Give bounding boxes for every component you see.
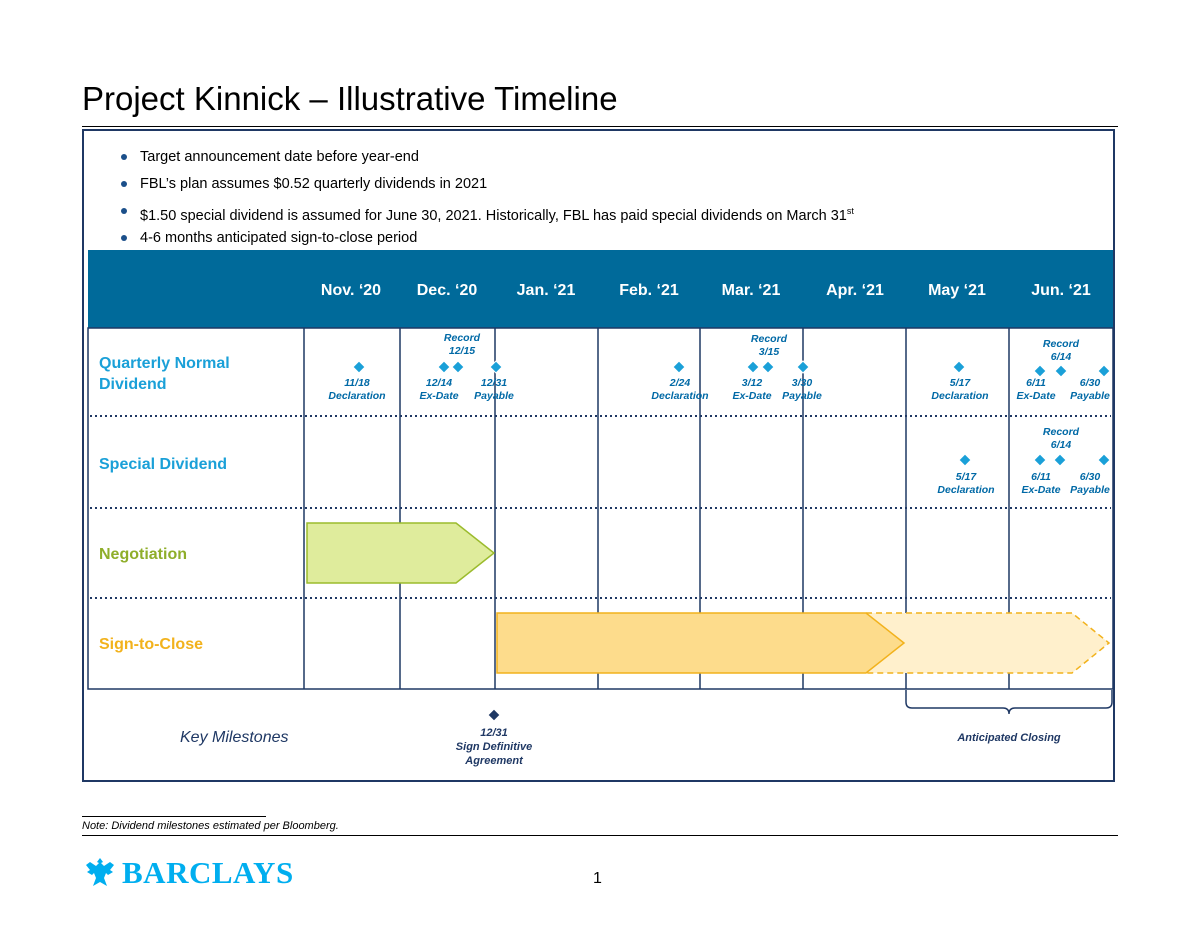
footer-divider [82, 835, 1118, 836]
event-label: 6/30 Payable [1070, 377, 1110, 402]
eagle-icon [84, 856, 116, 890]
milestone-sign-label: 12/31 Sign Definitive Agreement [455, 727, 533, 767]
month-header: Apr. ‘21 [826, 282, 884, 299]
diamond-marker [747, 361, 759, 373]
event-label: Record 3/15 [750, 333, 788, 358]
row-label-special: Special Dividend [99, 456, 228, 473]
diamond-marker [1098, 454, 1110, 466]
key-milestones-label: Key Milestones [180, 729, 289, 746]
special-diamonds [959, 454, 1110, 466]
diamond-marker [1098, 365, 1110, 377]
note-divider [82, 816, 266, 817]
month-header: Dec. ‘20 [416, 282, 478, 299]
month-header: Feb. ‘21 [619, 282, 679, 299]
month-header: Mar. ‘21 [721, 282, 781, 299]
diamond-marker [353, 361, 365, 373]
page-title: Project Kinnick – Illustrative Timeline [82, 80, 618, 117]
bullet-text: Target announcement date before year-end [140, 149, 419, 165]
diamond-marker [452, 361, 464, 373]
event-label: 2/24 Declaration [651, 377, 709, 402]
logo-wordmark: BARCLAYS [122, 855, 294, 890]
event-label: 6/11 Ex-Date [1016, 377, 1056, 402]
month-header: May ‘21 [928, 282, 986, 299]
page-number: 1 [593, 870, 602, 887]
barclays-logo [84, 855, 294, 891]
bullet-superscript: st [846, 206, 854, 216]
row-label-sign-to-close: Sign-to-Close [99, 636, 203, 653]
event-label: 5/17 Declaration [937, 471, 995, 496]
bullet-text: FBL’s plan assumes $0.52 quarterly dividends in 2021 [140, 176, 488, 192]
diamond-marker [762, 361, 774, 373]
month-header: Jun. ‘21 [1031, 282, 1091, 299]
diamond-marker [953, 361, 965, 373]
diamond-marker [490, 361, 502, 373]
bullet-text: 4-6 months anticipated sign-to-close period [140, 230, 418, 246]
event-label: 5/17 Declaration [931, 377, 989, 402]
milestone-closing-label: Anticipated Closing [957, 732, 1061, 744]
row-label-quarterly: Quarterly Normal Dividend [99, 355, 230, 393]
diamond-marker [1054, 454, 1066, 466]
diamond-marker [1055, 365, 1067, 377]
event-label: Record 6/14 [1042, 338, 1080, 363]
event-label: Record 12/15 [443, 332, 481, 357]
row-label-negotiation: Negotiation [99, 546, 187, 563]
footnote: Note: Dividend milestones estimated per Bloomberg. [82, 820, 339, 832]
event-label: Record 6/14 [1042, 426, 1080, 451]
row-separators [90, 416, 1111, 598]
diamond-marker [797, 361, 809, 373]
bullet-text: $1.50 special dividend is assumed for June 30, 2021. Historically, FBL has paid special dividends on March 31 [140, 207, 847, 224]
negotiation-arrow [307, 523, 494, 583]
event-label: 11/18 Declaration [328, 377, 386, 402]
diamond-marker [673, 361, 685, 373]
event-label: 6/30 Payable [1070, 471, 1110, 496]
month-header: Nov. ‘20 [320, 282, 382, 299]
quarterly-diamonds [353, 361, 1110, 377]
event-label: 3/30 Payable [782, 377, 822, 402]
diamond-marker [438, 361, 450, 373]
closing-bracket [906, 690, 1112, 714]
diamond-marker [959, 454, 971, 466]
diamond-marker [1034, 454, 1046, 466]
month-header: Jan. ‘21 [516, 282, 576, 299]
event-label: 12/31 Payable [474, 377, 514, 402]
event-label: 6/11 Ex-Date [1021, 471, 1061, 496]
sign-to-close-arrow [497, 613, 904, 673]
milestone-diamond [488, 709, 500, 721]
event-label: 12/14 Ex-Date [419, 377, 459, 402]
diamond-marker [1034, 365, 1046, 377]
event-label: 3/12 Ex-Date [732, 377, 772, 402]
